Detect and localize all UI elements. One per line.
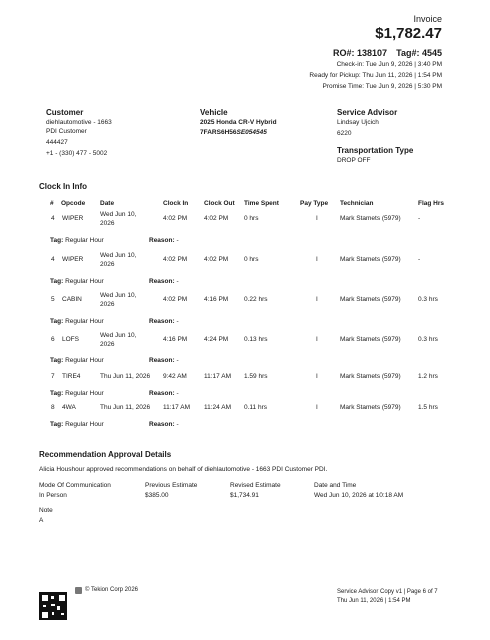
customer-id: 444427 (46, 139, 68, 146)
tag-label: Tag: (50, 390, 64, 397)
tag-label: Tag: (50, 357, 64, 364)
cell-out: 11:24 AM (204, 404, 231, 411)
tag-label: Tag#: (396, 48, 420, 58)
cell-in: 11:17 AM (163, 404, 190, 411)
cell-out: 4:16 PM (204, 296, 229, 303)
date-time-label: Date and Time (314, 482, 357, 489)
col-pay-type: Pay Type (300, 200, 329, 207)
cell-date: Wed Jun 10, (100, 292, 137, 299)
tag-label: Tag: (50, 421, 64, 428)
cell-pay: I (316, 256, 318, 263)
cell-tech: Mark Stamets (5979) (340, 336, 401, 343)
customer-type: PDI Customer (46, 128, 87, 135)
cell-in: 9:42 AM (163, 373, 187, 380)
vehicle-model: 2025 Honda CR-V Hybrid (200, 119, 277, 126)
col-time-spent: Time Spent (244, 200, 279, 207)
cell-num: 4 (51, 256, 55, 263)
cell-tech: Mark Stamets (5979) (340, 404, 401, 411)
note-label: Note (39, 507, 53, 514)
cell-date: Thu Jun 11, 2026 (100, 404, 151, 411)
cell-out: 4:02 PM (204, 215, 229, 222)
rev-estimate-label: Revised Estimate (230, 482, 281, 489)
cell-date-year: 2026 (100, 220, 115, 227)
cell-in: 4:16 PM (163, 336, 188, 343)
recommendation-statement: Alicia Houshour approved recommendations on behalf of diehlautomotive - 1663 PDI Customer PDI. (39, 466, 328, 473)
doc-type: Invoice (413, 14, 442, 24)
cell-spent: 0.22 hrs (244, 296, 268, 303)
prev-estimate-label: Previous Estimate (145, 482, 198, 489)
cell-num: 6 (51, 336, 55, 343)
ro-tag-line (333, 48, 442, 58)
cell-pay: I (316, 373, 318, 380)
reason-value: - (176, 278, 179, 285)
cell-date-year: 2026 (100, 341, 115, 348)
customer-title: Customer (46, 108, 84, 117)
customer-name: diehlautomotive - 1663 (46, 119, 112, 126)
promise-time: Promise Time: Tue Jun 9, 2026 | 5:30 PM (322, 83, 442, 90)
cell-date: Wed Jun 10, (100, 332, 137, 339)
date-time-value: Wed Jun 10, 2026 at 10:18 AM (314, 492, 404, 499)
tag-line (50, 390, 104, 397)
vehicle-vin (200, 129, 267, 136)
cell-flag: - (418, 215, 421, 222)
cell-date: Wed Jun 10, (100, 211, 137, 218)
reason-value: - (176, 390, 179, 397)
copy-info: Service Advisor Copy v1 | Page 6 of 7 (337, 589, 438, 595)
cell-flag: 1.5 hrs (418, 404, 438, 411)
tag-line (50, 318, 104, 325)
cell-tech: Mark Stamets (5979) (340, 256, 401, 263)
cell-num: 4 (51, 215, 55, 222)
cell-date-year: 2026 (100, 301, 115, 308)
reason-label: Reason: (149, 357, 175, 364)
cell-spent: 0.11 hrs (244, 404, 268, 411)
cell-spent: 0 hrs (244, 215, 259, 222)
reason-label: Reason: (149, 318, 175, 325)
tag-value: Regular Hour (65, 278, 104, 285)
transport-value: DROP OFF (337, 157, 371, 164)
cell-in: 4:02 PM (163, 256, 188, 263)
tag-label: Tag: (50, 237, 64, 244)
advisor-id: 6220 (337, 130, 352, 137)
cell-date: Wed Jun 10, (100, 252, 137, 259)
tag-value: Regular Hour (65, 421, 104, 428)
invoice-total: $1,782.47 (375, 25, 442, 42)
tekion-logo-icon (75, 587, 82, 594)
cell-tech: Mark Stamets (5979) (340, 215, 401, 222)
ro-number: 138107 (357, 48, 388, 58)
advisor-name: Lindsay Ujcich (337, 119, 379, 126)
cell-num: 5 (51, 296, 55, 303)
reason-line (149, 237, 179, 244)
reason-value: - (176, 421, 179, 428)
cell-num: 8 (51, 404, 55, 411)
mode-label: Mode Of Communication (39, 482, 111, 489)
cell-opcode: 4WA (62, 404, 76, 411)
qr-code-icon (39, 592, 67, 620)
reason-value: - (176, 237, 179, 244)
tag-line (50, 421, 104, 428)
cell-pay: I (316, 336, 318, 343)
tag-value: Regular Hour (65, 318, 104, 325)
tag-value: Regular Hour (65, 357, 104, 364)
cell-opcode: WIPER (62, 215, 84, 222)
cell-flag: 1.2 hrs (418, 373, 438, 380)
col-clock-out: Clock Out (204, 200, 235, 207)
reason-label: Reason: (149, 237, 175, 244)
reason-line (149, 357, 179, 364)
reason-line (149, 421, 179, 428)
col-clock-in: Clock In (163, 200, 189, 207)
cell-tech: Mark Stamets (5979) (340, 296, 401, 303)
tag-number: 4545 (421, 48, 442, 58)
printed-time: Thu Jun 11, 2026 | 1:54 PM (337, 598, 411, 604)
reason-label: Reason: (149, 278, 175, 285)
reason-value: - (176, 357, 179, 364)
tag-value: Regular Hour (65, 390, 104, 397)
cell-out: 4:24 PM (204, 336, 229, 343)
tag-label: Tag: (50, 318, 64, 325)
cell-pay: I (316, 296, 318, 303)
cell-out: 11:17 AM (204, 373, 231, 380)
cell-opcode: LOFS (62, 336, 79, 343)
cell-spent: 0.13 hrs (244, 336, 268, 343)
col-technician: Technician (340, 200, 374, 207)
reason-label: Reason: (149, 421, 175, 428)
cell-spent: 0 hrs (244, 256, 259, 263)
note-value: A (39, 517, 44, 524)
cell-opcode: TIRE4 (62, 373, 81, 380)
cell-flag: 0.3 hrs (418, 336, 438, 343)
cell-date: Thu Jun 11, 2026 (100, 373, 151, 380)
reason-line (149, 318, 179, 325)
checkin-time: Check-in: Tue Jun 9, 2026 | 3:40 PM (336, 61, 442, 68)
cell-flag: - (418, 256, 421, 263)
reason-label: Reason: (149, 390, 175, 397)
vehicle-title: Vehicle (200, 108, 228, 117)
cell-num: 7 (51, 373, 55, 380)
col-opcode: Opcode (61, 200, 86, 207)
cell-out: 4:02 PM (204, 256, 229, 263)
cell-in: 4:02 PM (163, 215, 188, 222)
tag-line (50, 357, 104, 364)
cell-pay: I (316, 404, 318, 411)
reason-line (149, 390, 179, 397)
tag-label: Tag: (50, 278, 64, 285)
rev-estimate-value: $1,734.91 (230, 492, 259, 499)
cell-opcode: WIPER (62, 256, 84, 263)
customer-phone: +1 - (330) 477 - 5002 (46, 150, 108, 157)
cell-in: 4:02 PM (163, 296, 188, 303)
cell-opcode: CABIN (62, 296, 82, 303)
reason-value: - (176, 318, 179, 325)
transport-title: Transportation Type (337, 146, 414, 155)
cell-date-year: 2026 (100, 261, 115, 268)
col-num: # (50, 200, 54, 207)
vin-prefix: 7FARS6H56 (200, 129, 237, 136)
prev-estimate-value: $385.00 (145, 492, 169, 499)
tag-value: Regular Hour (65, 237, 104, 244)
cell-spent: 1.59 hrs (244, 373, 268, 380)
col-date: Date (100, 200, 115, 207)
tag-line (50, 237, 104, 244)
ready-time: Ready for Pickup: Thu Jun 11, 2026 | 1:54 PM (309, 72, 442, 79)
vin-suffix: SE054545 (236, 129, 267, 136)
reason-line (149, 278, 179, 285)
clockin-title: Clock In Info (39, 182, 87, 191)
tag-line (50, 278, 104, 285)
recommendation-title: Recommendation Approval Details (39, 450, 172, 459)
cell-pay: I (316, 215, 318, 222)
col-flag-hrs: Flag Hrs (418, 200, 445, 207)
ro-label: RO#: (333, 48, 355, 58)
cell-tech: Mark Stamets (5979) (340, 373, 401, 380)
advisor-title: Service Advisor (337, 108, 398, 117)
copyright: © Tekion Corp 2026 (85, 587, 139, 593)
mode-value: In Person (39, 492, 67, 499)
cell-flag: 0.3 hrs (418, 296, 438, 303)
